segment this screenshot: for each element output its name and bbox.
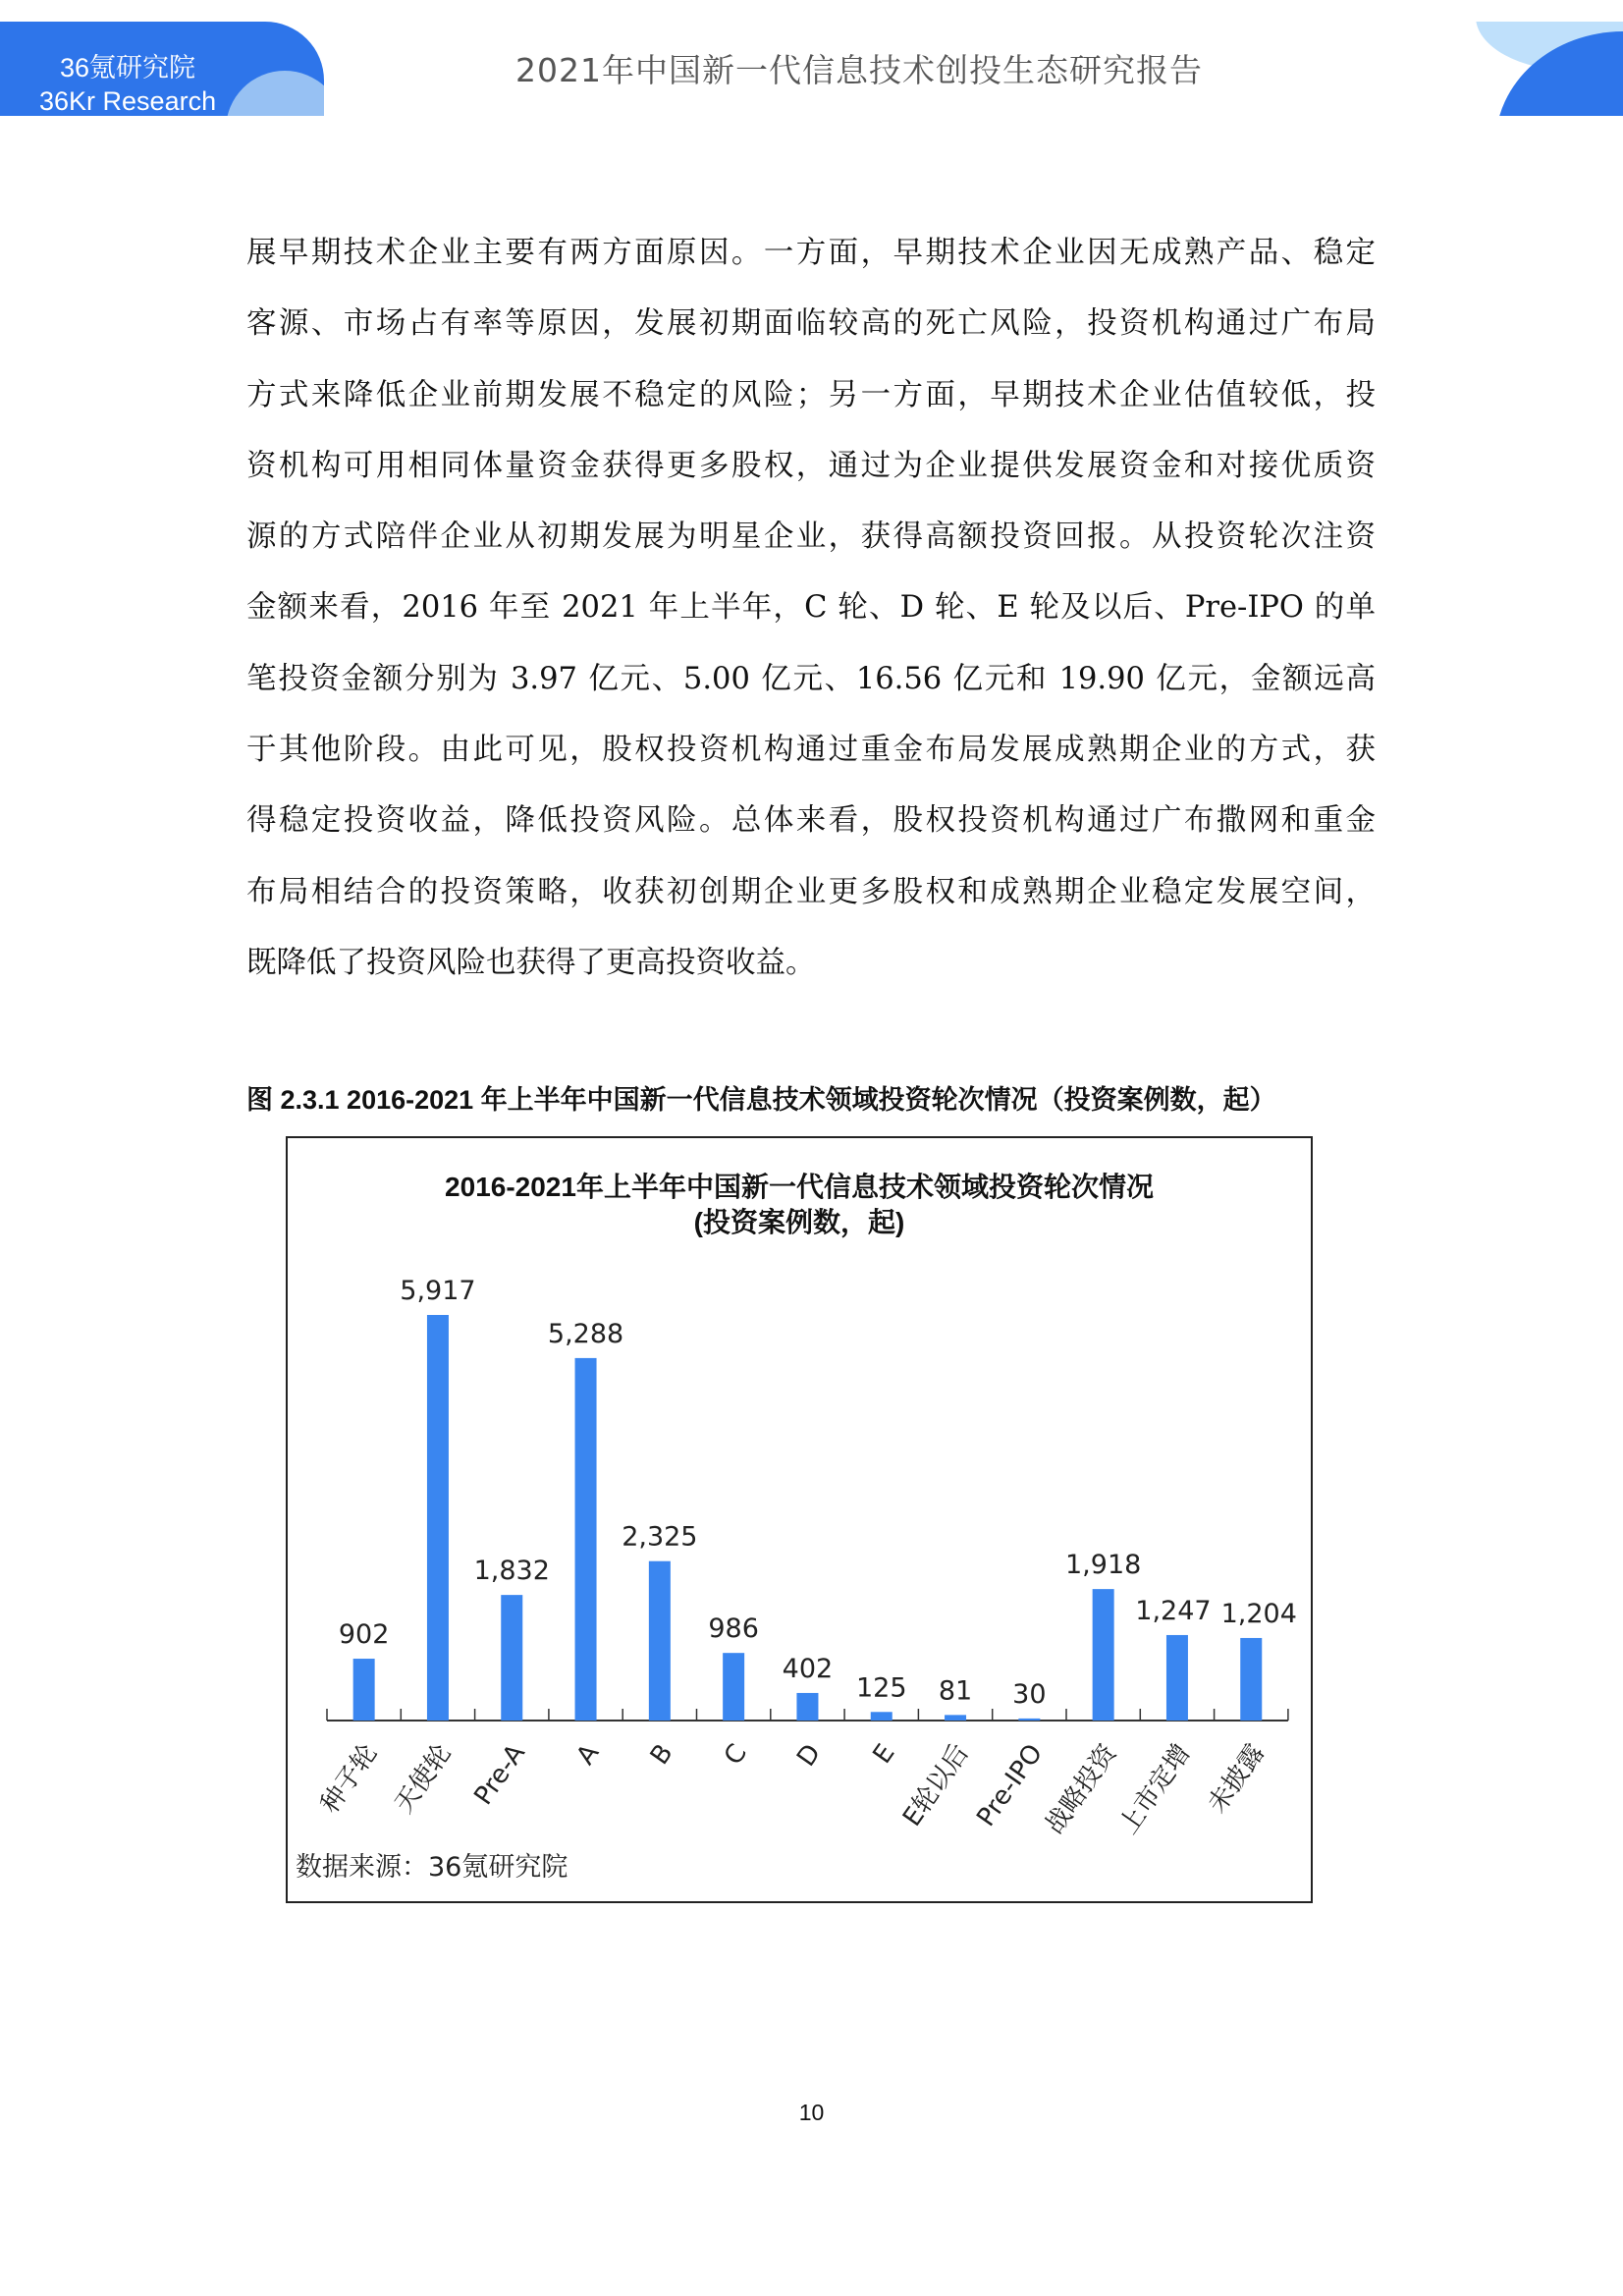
- bar: [575, 1358, 597, 1721]
- chart-container: [286, 1136, 1313, 1903]
- corner-decoration: [1476, 22, 1623, 116]
- body-line: 源的方式陪伴企业从初期发展为明星企业，获得高额投资回报。从投资轮次注资: [246, 519, 1376, 555]
- data-label: 1,832: [473, 1556, 550, 1587]
- category-label: Pre-IPO: [971, 1738, 1050, 1832]
- data-label: 402: [782, 1653, 834, 1684]
- data-label: 1,247: [1135, 1595, 1212, 1626]
- body-line: 客源、市场占有率等原因，发展初期面临较高的死亡风险，投资机构通过广布局: [246, 306, 1376, 342]
- category-label: 上市定增: [1113, 1738, 1197, 1840]
- category-label: E轮以后: [897, 1738, 975, 1832]
- body-line: 资机构可用相同体量资金获得更多股权，通过为企业提供发展资金和对接优质资: [246, 448, 1376, 483]
- data-label: 2,325: [622, 1521, 698, 1553]
- category-label: A: [570, 1738, 606, 1771]
- bar: [649, 1561, 671, 1721]
- logo-line-2: 36Kr Research: [39, 86, 217, 116]
- category-label: D: [791, 1738, 828, 1773]
- body-line: 笔投资金额分别为 3.97 亿元、5.00 亿元、16.56 亿元和 19.90 亿元，金额远高: [246, 661, 1376, 696]
- bar: [796, 1693, 818, 1721]
- brand-logo: [0, 22, 324, 116]
- page-number: 10: [798, 2100, 825, 2125]
- body-line: 展早期技术企业主要有两方面原因。一方面，早期技术企业因无成熟产品、稳定: [246, 236, 1376, 270]
- data-label: 81: [938, 1675, 973, 1707]
- bar: [1093, 1589, 1114, 1721]
- category-label: B: [644, 1738, 679, 1771]
- page-header: [0, 0, 1623, 116]
- bar: [501, 1595, 522, 1721]
- bar-chart: [288, 1138, 1310, 1900]
- data-label: 1,204: [1220, 1598, 1297, 1629]
- data-label: 986: [708, 1613, 759, 1645]
- bar: [723, 1653, 744, 1721]
- logo-text: [39, 51, 216, 116]
- body-line: 金额来看，2016 年至 2021 年上半年，C 轮、D 轮、E 轮及以后、Pre-IPO 的单: [246, 590, 1376, 626]
- category-label: E: [867, 1738, 901, 1770]
- bar: [427, 1315, 449, 1721]
- data-label: 902: [338, 1619, 390, 1651]
- body-line: 布局相结合的投资策略，收获初创期企业更多股权和成熟期企业稳定发展空间，: [246, 874, 1376, 909]
- report-title: 2021年中国新一代信息技术创投生态研究报告: [515, 51, 1203, 89]
- category-label: C: [718, 1738, 753, 1771]
- category-label: 未披露: [1202, 1738, 1271, 1819]
- body-line: 既降低了投资风险也获得了更高投资收益。: [246, 945, 816, 980]
- logo-line-1: 36氪研究院: [60, 53, 196, 82]
- data-label: 1,918: [1065, 1550, 1142, 1581]
- figure-caption: 图 2.3.1 2016-2021 年上半年中国新一代信息技术领域投资轮次情况（投资案例数，起）: [246, 1085, 1276, 1115]
- bar: [1018, 1719, 1040, 1721]
- bar: [1240, 1638, 1262, 1721]
- data-source: 数据来源：36氪研究院: [296, 1852, 568, 1883]
- chart-title: 2016-2021年上半年中国新一代信息技术领域投资轮次情况: [445, 1172, 1154, 1202]
- body-line: 方式来降低企业前期发展不稳定的风险；另一方面，早期技术企业估值较低，投: [246, 377, 1376, 412]
- body-line: 于其他阶段。由此可见，股权投资机构通过重金布局发展成熟期企业的方式，获: [246, 733, 1376, 768]
- body-line: 得稳定投资收益，降低投资风险。总体来看，股权投资机构通过广布撒网和重金: [246, 803, 1376, 839]
- data-label: 5,917: [400, 1276, 476, 1306]
- bar: [945, 1715, 966, 1721]
- bar: [871, 1712, 893, 1721]
- bar: [1166, 1635, 1188, 1721]
- category-label: Pre-A: [468, 1738, 531, 1811]
- chart-subtitle: (投资案例数，起): [693, 1207, 905, 1237]
- category-label: 战略投资: [1040, 1738, 1123, 1840]
- bar: [353, 1659, 375, 1721]
- data-label: 30: [1012, 1678, 1047, 1710]
- data-label: 125: [855, 1672, 907, 1704]
- data-label: 5,288: [547, 1318, 624, 1349]
- category-label: 天使轮: [389, 1738, 458, 1819]
- body-paragraph: [246, 218, 1376, 999]
- category-label: 种子轮: [315, 1738, 384, 1819]
